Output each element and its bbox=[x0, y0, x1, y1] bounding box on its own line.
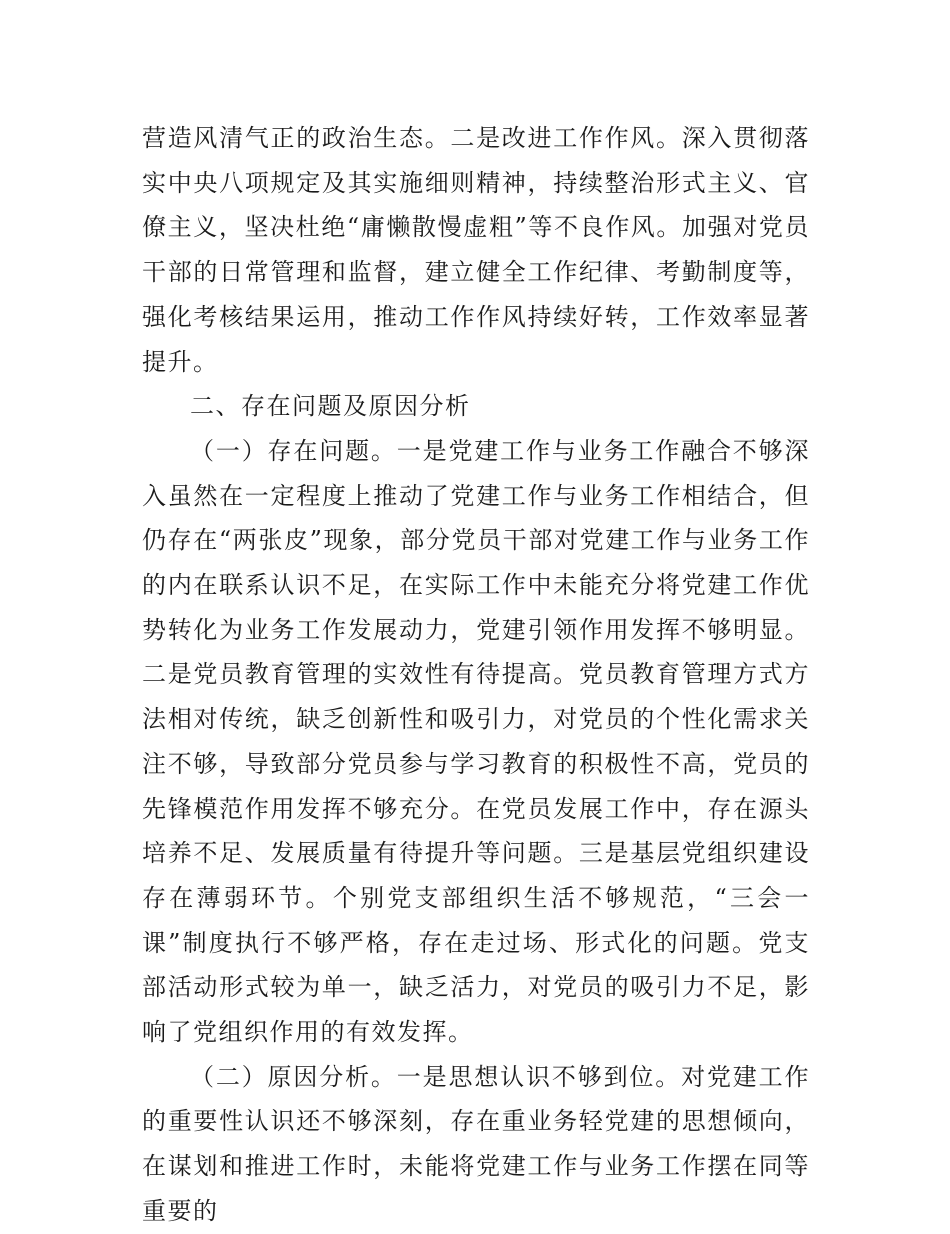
section-heading: 二、存在问题及原因分析 bbox=[190, 392, 471, 421]
paragraph-continuation: 营造风清气正的政治生态。二是改进工作作风。深入贯彻落实中央八项规定及其实施细则精神，持续整治形式主义、官僚主义，坚决杜绝“庸懒散慢虚粗”等不良作风。加强对党员干部的日常管理和监督，建立健全工作纪律、考勤制度等，强化考核结果运用，推动工作作风持续好转，工作效率显著提升。 bbox=[142, 124, 810, 376]
paragraph-problems: （一）存在问题。一是党建工作与业务工作融合不够深入虽然在一定程度上推动了党建工作与业务工作相结合，但仍存在“两张皮”现象，部分党员干部对党建工作与业务工作的内在联系认识不足，在实际工作中未能充分将党建工作优势转化为业务工作发展动力，党建引领作用发挥不够明显。二是党员教育管理的实效性有待提高。党员教育管理方式方法相对传统，缺乏创新性和吸引力，对党员的个性化需求关注不够，导致部分党员参与学习教育的积极性不高，党员的先锋模范作用发挥不够充分。在党员发展工作中，存在源头培养不足、发展质量有待提升等问题。三是基层党组织建设存在薄弱环节。个别党支部组织生活不够规范，“三会一课”制度执行不够严格，存在走过场、形式化的问题。党支部活动形式较为单一，缺乏活力，对党员的吸引力不足，影响了党组织作用的有效发挥。 bbox=[142, 436, 810, 1047]
paragraph-causes: （二）原因分析。一是思想认识不够到位。对党建工作的重要性认识还不够深刻，存在重业务轻党建的思想倾向，在谋划和推进工作时，未能将党建工作与业务工作摆在同等重要的 bbox=[142, 1062, 810, 1225]
document-page bbox=[142, 116, 810, 1234]
